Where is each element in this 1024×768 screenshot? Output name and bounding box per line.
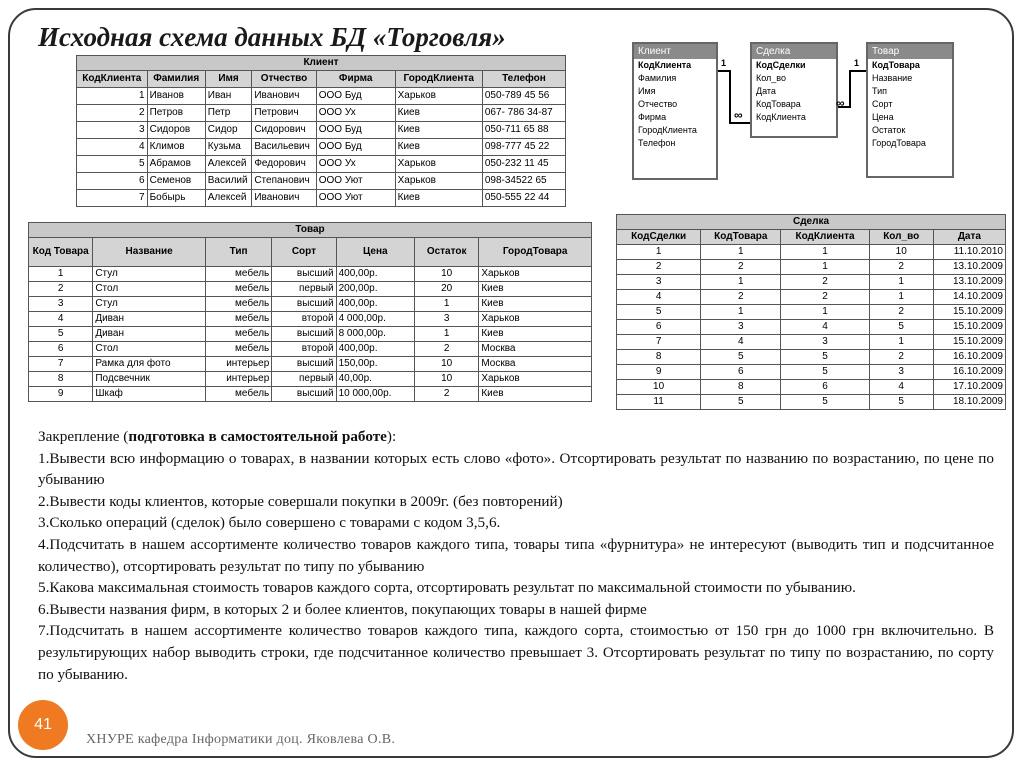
table-cell: 1 xyxy=(701,275,781,290)
table-row xyxy=(29,312,592,327)
product-table-header: ГородТовара xyxy=(479,238,592,267)
table-cell: 40,00р. xyxy=(336,372,414,387)
table-cell: 10 xyxy=(869,245,933,260)
schema-field: ГородКлиента xyxy=(638,125,697,135)
task-item: 6.Вывести названия фирм, в которых 2 и более клиентов, покупающих товары в нашей фирме xyxy=(38,600,647,618)
table-cell: 050-711 65 88 xyxy=(482,122,565,139)
table-cell: высший xyxy=(272,297,336,312)
table-cell: 15.10.2009 xyxy=(933,320,1005,335)
table-cell: 16.10.2009 xyxy=(933,365,1005,380)
table-cell: 5 xyxy=(617,305,701,320)
table-cell: Киев xyxy=(395,122,482,139)
tasks-text xyxy=(38,426,994,685)
table-cell: Подсвечник xyxy=(93,372,206,387)
table-cell: 098-34522 65 xyxy=(482,173,565,190)
table-cell: Алексей xyxy=(205,190,252,207)
table-cell: 5 xyxy=(781,395,869,410)
table-cell: первый xyxy=(272,282,336,297)
table-cell: мебель xyxy=(205,297,271,312)
table-row xyxy=(617,305,1006,320)
table-cell: 14.10.2009 xyxy=(933,290,1005,305)
table-row xyxy=(29,267,592,282)
table-cell: Бобырь xyxy=(147,190,205,207)
table-cell: 15.10.2009 xyxy=(933,305,1005,320)
schema-field: Имя xyxy=(638,86,656,96)
table-cell: 4 xyxy=(77,139,148,156)
footer-text: ХНУРЕ кафедра Інформатики доц. Яковлева О.В. xyxy=(86,732,396,747)
table-cell: 050-555 22 44 xyxy=(482,190,565,207)
tasks-intro-prefix: Закрепление ( xyxy=(38,428,129,445)
schema-field: КодТовара xyxy=(756,99,801,109)
schema-field: КодСделки xyxy=(756,60,806,70)
table-cell: Киев xyxy=(479,297,592,312)
table-cell: 9 xyxy=(29,387,93,402)
table-cell: 11.10.2010 xyxy=(933,245,1005,260)
table-cell: 8 000,00р. xyxy=(336,327,414,342)
table-cell: Харьков xyxy=(395,88,482,105)
schema-field: Остаток xyxy=(872,125,906,135)
schema-field: Телефон xyxy=(638,138,676,148)
tasks-intro-suffix: ): xyxy=(386,428,397,445)
table-cell: 10 xyxy=(415,267,479,282)
table-cell: Харьков xyxy=(395,173,482,190)
product-table-header: Тип xyxy=(205,238,271,267)
deal-table-header: КодТовара xyxy=(701,230,781,245)
schema-field: Название xyxy=(872,73,913,83)
table-cell: Сидорович xyxy=(252,122,316,139)
table-cell: 8 xyxy=(29,372,93,387)
table-row xyxy=(77,122,566,139)
table-cell: ООО Уют xyxy=(316,173,395,190)
table-cell: 7 xyxy=(29,357,93,372)
table-cell: 2 xyxy=(781,275,869,290)
table-cell: 1 xyxy=(29,267,93,282)
schema-field: Сорт xyxy=(872,99,893,109)
table-cell: Киев xyxy=(395,139,482,156)
table-cell: 11 xyxy=(617,395,701,410)
schema-field: Кол_во xyxy=(756,73,786,83)
table-cell: 2 xyxy=(617,260,701,275)
table-row xyxy=(617,290,1006,305)
table-row xyxy=(29,327,592,342)
relation-line xyxy=(729,70,731,122)
table-cell: 2 xyxy=(29,282,93,297)
table-cell: Иванов xyxy=(147,88,205,105)
table-row xyxy=(617,335,1006,350)
table-row xyxy=(77,156,566,173)
table-cell: Харьков xyxy=(479,312,592,327)
table-row xyxy=(29,357,592,372)
table-cell: мебель xyxy=(205,282,271,297)
table-cell: 1 xyxy=(77,88,148,105)
relation-line xyxy=(849,70,851,108)
product-table-caption: Товар xyxy=(29,223,592,238)
deal-table xyxy=(616,214,1006,410)
table-cell: 1 xyxy=(415,327,479,342)
table-row xyxy=(77,88,566,105)
table-cell: Алексей xyxy=(205,156,252,173)
table-cell: Василий xyxy=(205,173,252,190)
table-row xyxy=(29,387,592,402)
deal-table-header: Кол_во xyxy=(869,230,933,245)
table-cell: 2 xyxy=(869,350,933,365)
table-cell: Стул xyxy=(93,267,206,282)
table-cell: интерьер xyxy=(205,357,271,372)
schema-field: Цена xyxy=(872,112,894,122)
table-cell: 050-232 11 45 xyxy=(482,156,565,173)
table-cell: 2 xyxy=(415,387,479,402)
table-cell: Диван xyxy=(93,327,206,342)
table-cell: Киев xyxy=(395,190,482,207)
relation-many-label: ∞ xyxy=(836,96,845,110)
schema-field: ГородТовара xyxy=(872,138,926,148)
table-cell: 2 xyxy=(415,342,479,357)
table-cell: 10 xyxy=(415,357,479,372)
table-cell: мебель xyxy=(205,327,271,342)
table-cell: первый xyxy=(272,372,336,387)
table-cell: 4 xyxy=(701,335,781,350)
table-cell: 10 xyxy=(415,372,479,387)
table-cell: 8 xyxy=(701,380,781,395)
table-cell: Васильевич xyxy=(252,139,316,156)
table-cell: Киев xyxy=(479,282,592,297)
product-table-header: Остаток xyxy=(415,238,479,267)
table-cell: 400,00р. xyxy=(336,297,414,312)
table-cell: 4 xyxy=(29,312,93,327)
table-cell: 2 xyxy=(781,290,869,305)
client-table-header: Фирма xyxy=(316,71,395,88)
table-cell: Сидоров xyxy=(147,122,205,139)
schema-product-title: Товар xyxy=(868,44,952,59)
table-cell: 1 xyxy=(781,245,869,260)
table-cell: 5 xyxy=(701,350,781,365)
relation-line xyxy=(849,70,866,72)
client-table-caption: Клиент xyxy=(77,56,566,71)
schema-diagram xyxy=(632,40,1008,180)
table-cell: 7 xyxy=(77,190,148,207)
table-cell: 15.10.2009 xyxy=(933,335,1005,350)
table-cell: ООО Уют xyxy=(316,190,395,207)
table-cell: 400,00р. xyxy=(336,342,414,357)
table-cell: 400,00р. xyxy=(336,267,414,282)
table-cell: 150,00р. xyxy=(336,357,414,372)
client-table xyxy=(76,55,566,207)
table-cell: Харьков xyxy=(479,267,592,282)
schema-field: Тип xyxy=(872,86,888,96)
table-row xyxy=(617,275,1006,290)
table-cell: Петров xyxy=(147,105,205,122)
table-cell: мебель xyxy=(205,387,271,402)
table-row xyxy=(617,380,1006,395)
table-cell: 5 xyxy=(701,395,781,410)
table-row xyxy=(29,372,592,387)
table-cell: Кузьма xyxy=(205,139,252,156)
table-cell: 2 xyxy=(701,290,781,305)
table-row xyxy=(77,139,566,156)
table-cell: Диван xyxy=(93,312,206,327)
table-cell: Киев xyxy=(395,105,482,122)
table-cell: 8 xyxy=(617,350,701,365)
table-cell: Иванович xyxy=(252,190,316,207)
table-cell: 5 xyxy=(29,327,93,342)
product-table-header: Код Товара xyxy=(29,238,93,267)
table-row xyxy=(29,282,592,297)
table-cell: 6 xyxy=(781,380,869,395)
table-cell: 2 xyxy=(869,260,933,275)
table-row xyxy=(617,320,1006,335)
relation-many-label: ∞ xyxy=(734,108,743,122)
table-cell: 3 xyxy=(701,320,781,335)
table-cell: 1 xyxy=(415,297,479,312)
table-cell: 3 xyxy=(781,335,869,350)
table-cell: Сидор xyxy=(205,122,252,139)
table-cell: Иванович xyxy=(252,88,316,105)
table-row xyxy=(617,245,1006,260)
table-cell: высший xyxy=(272,327,336,342)
schema-field: КодКлиента xyxy=(756,112,806,122)
schema-deal-title: Сделка xyxy=(752,44,836,59)
table-cell: 5 xyxy=(869,320,933,335)
page-number: 41 xyxy=(18,700,68,750)
table-row xyxy=(77,190,566,207)
table-cell: ООО Буд xyxy=(316,139,395,156)
relation-one-label: 1 xyxy=(854,58,860,68)
client-table-header: Фамилия xyxy=(147,71,205,88)
table-cell: Абрамов xyxy=(147,156,205,173)
table-cell: 1 xyxy=(869,290,933,305)
table-cell: 3 xyxy=(869,365,933,380)
table-cell: 1 xyxy=(701,245,781,260)
schema-field: Фамилия xyxy=(638,73,677,83)
table-cell: Стол xyxy=(93,282,206,297)
task-item: 7.Подсчитать в нашем ассортименте количество товаров каждого типа, каждого сорта, стоимостью от 150 грн до 1000 грн включительно. В результирующих набор выводить строки, где подсчитанное количество превышает 3. Отсортировать результат по типу по возрастанию, по сорту по убыванию. xyxy=(38,622,994,683)
table-cell: Харьков xyxy=(395,156,482,173)
table-cell: 6 xyxy=(29,342,93,357)
product-table xyxy=(28,222,592,402)
task-item: 4.Подсчитать в нашем ассортименте количество товаров каждого типа, товары типа «фурнитура» не интересуют (выводить тип и подсчитанное количество), отсортировать результат по типу по убыванию xyxy=(38,535,994,575)
table-cell: 5 xyxy=(77,156,148,173)
deal-table-caption: Сделка xyxy=(617,215,1006,230)
table-cell: 2 xyxy=(701,260,781,275)
table-cell: 1 xyxy=(781,305,869,320)
table-cell: 18.10.2009 xyxy=(933,395,1005,410)
table-cell: 6 xyxy=(77,173,148,190)
table-cell: 10 xyxy=(617,380,701,395)
table-cell: второй xyxy=(272,312,336,327)
table-cell: 067- 786 34-87 xyxy=(482,105,565,122)
table-cell: ООО Ух xyxy=(316,156,395,173)
table-cell: ООО Ух xyxy=(316,105,395,122)
table-cell: Киев xyxy=(479,387,592,402)
table-cell: Семенов xyxy=(147,173,205,190)
table-cell: мебель xyxy=(205,312,271,327)
table-cell: Стул xyxy=(93,297,206,312)
table-row xyxy=(617,350,1006,365)
task-item: 3.Сколько операций (сделок) было совершено с товарами с кодом 3,5,6. xyxy=(38,514,501,532)
table-cell: 6 xyxy=(701,365,781,380)
table-row xyxy=(77,105,566,122)
table-cell: 200,00р. xyxy=(336,282,414,297)
table-cell: Степанович xyxy=(252,173,316,190)
table-row xyxy=(617,260,1006,275)
table-cell: 5 xyxy=(781,365,869,380)
table-cell: Федорович xyxy=(252,156,316,173)
table-cell: мебель xyxy=(205,267,271,282)
table-cell: Шкаф xyxy=(93,387,206,402)
table-cell: 5 xyxy=(869,395,933,410)
table-cell: 9 xyxy=(617,365,701,380)
table-cell: второй xyxy=(272,342,336,357)
table-cell: ООО Буд xyxy=(316,122,395,139)
table-cell: высший xyxy=(272,357,336,372)
table-cell: 4 xyxy=(617,290,701,305)
schema-field: Дата xyxy=(756,86,776,96)
table-cell: 4 xyxy=(781,320,869,335)
client-table-header: ГородКлиента xyxy=(395,71,482,88)
table-cell: 050-789 45 56 xyxy=(482,88,565,105)
table-row xyxy=(617,395,1006,410)
slide-title: Исходная схема данных БД «Торговля» xyxy=(38,22,506,52)
table-cell: 13.10.2009 xyxy=(933,260,1005,275)
tasks-intro xyxy=(38,426,994,448)
task-item: 1.Вывести всю информацию о товарах, в названии которых есть слово «фото». Отсортировать результат по названию по возрастанию, по цене по убыванию xyxy=(38,449,994,489)
task-item: 5.Какова максимальная стоимость товаров каждого сорта, отсортировать результат по максимальной стоимости по убыванию. xyxy=(38,579,856,597)
relation-line xyxy=(729,122,750,124)
table-cell: 3 xyxy=(415,312,479,327)
table-cell: 2 xyxy=(77,105,148,122)
client-table-header: Отчество xyxy=(252,71,316,88)
schema-field: Фирма xyxy=(638,112,667,122)
relation-one-label: 1 xyxy=(721,58,727,68)
table-cell: 4 xyxy=(869,380,933,395)
table-cell: 1 xyxy=(869,275,933,290)
table-cell: 16.10.2009 xyxy=(933,350,1005,365)
deal-table-header: КодКлиента xyxy=(781,230,869,245)
table-row xyxy=(29,342,592,357)
table-cell: 10 000,00р. xyxy=(336,387,414,402)
table-cell: 4 000,00р. xyxy=(336,312,414,327)
client-table-header: КодКлиента xyxy=(77,71,148,88)
schema-field: КодКлиента xyxy=(638,60,692,70)
table-cell: 098-777 45 22 xyxy=(482,139,565,156)
schema-field: КодТовара xyxy=(872,60,920,70)
deal-table-header: КодСделки xyxy=(617,230,701,245)
product-table-header: Цена xyxy=(336,238,414,267)
table-cell: 13.10.2009 xyxy=(933,275,1005,290)
table-cell: Климов xyxy=(147,139,205,156)
table-cell: 1 xyxy=(869,335,933,350)
table-cell: Петр xyxy=(205,105,252,122)
table-cell: 5 xyxy=(781,350,869,365)
table-cell: Москва xyxy=(479,342,592,357)
table-cell: 17.10.2009 xyxy=(933,380,1005,395)
table-cell: 1 xyxy=(617,245,701,260)
table-row xyxy=(617,365,1006,380)
table-cell: 7 xyxy=(617,335,701,350)
table-cell: 2 xyxy=(869,305,933,320)
table-cell: Иван xyxy=(205,88,252,105)
table-cell: 20 xyxy=(415,282,479,297)
product-table-header: Название xyxy=(93,238,206,267)
table-cell: 1 xyxy=(781,260,869,275)
schema-entity-deal xyxy=(750,42,838,138)
table-cell: Москва xyxy=(479,357,592,372)
table-cell: Петрович xyxy=(252,105,316,122)
table-cell: высший xyxy=(272,387,336,402)
table-cell: 6 xyxy=(617,320,701,335)
table-cell: мебель xyxy=(205,342,271,357)
client-table-header: Имя xyxy=(205,71,252,88)
table-cell: Киев xyxy=(479,327,592,342)
deal-table-header: Дата xyxy=(933,230,1005,245)
table-row xyxy=(77,173,566,190)
schema-field: Отчество xyxy=(638,99,678,109)
table-cell: 3 xyxy=(29,297,93,312)
table-cell: Рамка для фото xyxy=(93,357,206,372)
table-cell: Стол xyxy=(93,342,206,357)
task-item: 2.Вывести коды клиентов, которые совершали покупки в 2009г. (без повторений) xyxy=(38,492,563,510)
client-table-header: Телефон xyxy=(482,71,565,88)
schema-entity-product xyxy=(866,42,954,178)
table-cell: 3 xyxy=(77,122,148,139)
table-cell: интерьер xyxy=(205,372,271,387)
tasks-intro-bold: подготовка в самостоятельной работе xyxy=(128,428,387,445)
table-row xyxy=(29,297,592,312)
table-cell: 1 xyxy=(701,305,781,320)
product-table-header: Сорт xyxy=(272,238,336,267)
table-cell: 3 xyxy=(617,275,701,290)
schema-client-title: Клиент xyxy=(634,44,716,59)
schema-entity-client xyxy=(632,42,718,180)
table-cell: Харьков xyxy=(479,372,592,387)
table-cell: высший xyxy=(272,267,336,282)
table-cell: ООО Буд xyxy=(316,88,395,105)
